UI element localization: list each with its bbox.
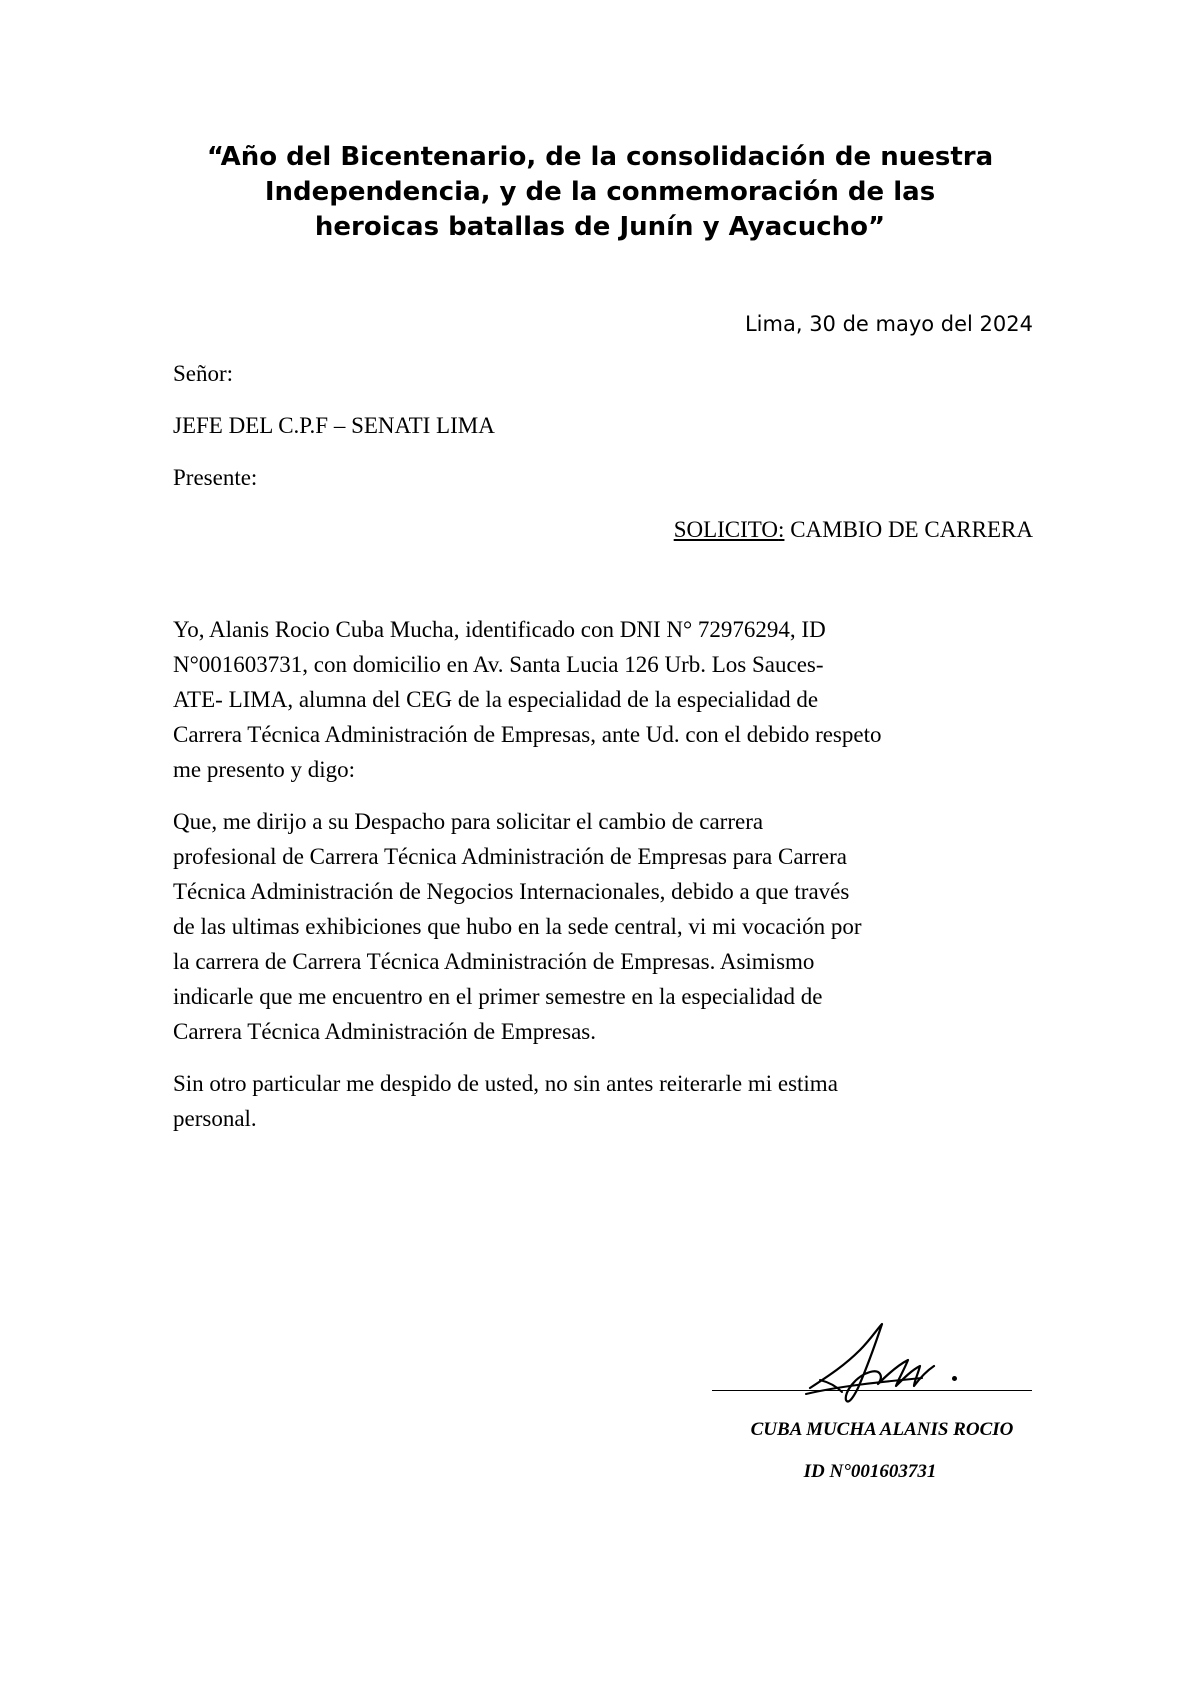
body-paragraph-3	[173, 1066, 1033, 1136]
paragraph-line: Que, me dirijo a su Despacho para solicitar el cambio de carrera	[173, 809, 764, 834]
subject-key: SOLICITO	[673, 517, 779, 542]
paragraph-line: la carrera de Carrera Técnica Administración de Empresas. Asimismo	[173, 949, 815, 974]
paragraph-line: Carrera Técnica Administración de Empresas, ante Ud. con el debido respeto	[173, 722, 882, 747]
signer-id: ID N°001603731	[803, 1461, 937, 1482]
presente-label: Presente:	[173, 465, 258, 490]
paragraph-line: de las ultimas exhibiciones que hubo en la sede central, vi mi vocación por	[173, 914, 862, 939]
signature-block	[700, 1320, 1040, 1500]
paragraph-line: ATE- LIMA, alumna del CEG de la especialidad de la especialidad de	[173, 687, 819, 712]
paragraph-line: personal.	[173, 1106, 257, 1131]
handwritten-signature	[800, 1320, 960, 1410]
paragraph-line: Carrera Técnica Administración de Empresas.	[173, 1019, 596, 1044]
paragraph-line: indicarle que me encuentro en el primer semestre en la especialidad de	[173, 984, 823, 1009]
heading-line: Independencia, y de la conmemoración de las	[264, 177, 936, 207]
heading-line: heroicas batallas de Junín y Ayacucho”	[314, 212, 886, 242]
paragraph-line: profesional de Carrera Técnica Administración de Empresas para Carrera	[173, 844, 847, 869]
paragraph-line: N°001603731, con domicilio en Av. Santa Lucia 126 Urb. Los Sauces-	[173, 652, 824, 677]
heading-line: “Año del Bicentenario, de la consolidación de nuestra	[206, 142, 994, 172]
subject-line	[500, 512, 1033, 547]
subject-colon: :	[778, 517, 785, 542]
paragraph-line: Técnica Administración de Negocios Internacionales, debido a que través	[173, 879, 850, 904]
signature-line	[712, 1390, 1032, 1391]
letter-date: Lima, 30 de mayo del 2024	[744, 312, 1033, 336]
paragraph-line: Yo, Alanis Rocio Cuba Mucha, identificado con DNI N° 72976294, ID	[173, 617, 826, 642]
body-paragraph-2	[173, 804, 1033, 1049]
subject-value: CAMBIO DE CARRERA	[784, 517, 1033, 542]
salutation: Señor:	[173, 361, 234, 386]
year-heading	[160, 140, 1040, 245]
body-paragraph-1	[173, 612, 1033, 787]
recipient-name: JEFE DEL C.P.F – SENATI LIMA	[173, 413, 495, 438]
signature-dot	[952, 1376, 957, 1381]
signer-name: CUBA MUCHA ALANIS ROCIO	[750, 1419, 1014, 1440]
paragraph-line: me presento y digo:	[173, 757, 356, 782]
paragraph-line: Sin otro particular me despido de usted, no sin antes reiterarle mi estima	[173, 1071, 838, 1096]
